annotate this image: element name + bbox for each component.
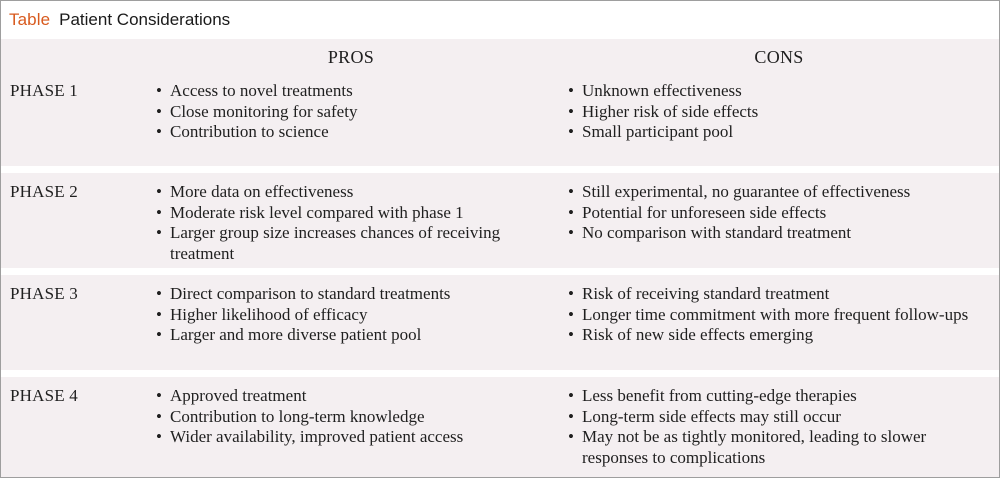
cons-item: [566, 203, 986, 224]
phase-label: PHASE 4: [10, 386, 78, 405]
table-row: [1, 173, 999, 268]
pros-item: [154, 102, 549, 123]
pros-list: [154, 182, 549, 264]
cons-list: [566, 182, 986, 244]
phase-label: PHASE 3: [10, 284, 78, 303]
bullet-icon: •: [156, 284, 162, 303]
pros-item: [154, 325, 549, 346]
cons-item-text: Risk of new side effects emerging: [582, 325, 814, 344]
table-row: [1, 72, 999, 166]
pros-item-text: Larger group size increases chances of receiving treatment: [170, 223, 501, 263]
pros-item-text: Wider availability, improved patient access: [170, 427, 464, 446]
pros-item-text: Larger and more diverse patient pool: [170, 325, 422, 344]
cons-item-text: Long-term side effects may still occur: [582, 406, 841, 426]
pros-item: [154, 305, 549, 326]
pros-item: [154, 386, 549, 407]
bullet-icon: •: [156, 304, 162, 324]
cons-item-text: Higher risk of side effects: [582, 101, 759, 121]
cons-item-text: Small participant pool: [582, 122, 734, 141]
cons-item: [566, 386, 986, 407]
pros-item: [154, 284, 549, 305]
bullet-icon: •: [568, 427, 574, 446]
bullet-icon: •: [568, 386, 574, 405]
pros-item-text: More data on effectiveness: [170, 182, 354, 201]
cons-item-text: Risk of receiving standard treatment: [582, 284, 830, 303]
bullet-icon: •: [156, 406, 162, 426]
table-title: Patient Considerations: [59, 9, 231, 29]
pros-list: [154, 284, 549, 346]
cons-item: [566, 427, 986, 468]
cons-item: [566, 223, 986, 244]
pros-item-text: Access to novel treatments: [170, 81, 353, 100]
cons-list: [566, 81, 986, 143]
pros-item: [154, 407, 549, 428]
pros-item-text: Higher likelihood of efficacy: [170, 304, 368, 324]
bullet-icon: •: [156, 223, 162, 242]
bullet-icon: •: [156, 386, 162, 405]
cons-item: [566, 81, 986, 102]
pros-item-text: Direct comparison to standard treatments: [170, 284, 451, 303]
bullet-icon: •: [156, 122, 162, 141]
bullet-icon: •: [156, 427, 162, 446]
table-title-bar: [1, 1, 999, 38]
table-row: [1, 377, 999, 478]
pros-item-text: Moderate risk level compared with phase 1: [170, 202, 464, 222]
pros-item: [154, 182, 549, 203]
bullet-icon: •: [568, 325, 574, 344]
pros-item-text: Approved treatment: [170, 386, 307, 405]
cons-item-text: Unknown effectiveness: [582, 81, 742, 100]
pros-header: PROS: [327, 47, 375, 67]
phase-label: PHASE 1: [10, 81, 78, 100]
pros-item-text: Contribution to long-term knowledge: [170, 406, 425, 426]
bullet-icon: •: [156, 202, 162, 222]
cons-item: [566, 325, 986, 346]
cons-list: [566, 386, 986, 468]
bullet-icon: •: [568, 284, 574, 303]
cons-item: [566, 122, 986, 143]
pros-list: [154, 386, 549, 448]
bullet-icon: •: [568, 101, 574, 121]
cons-item: [566, 284, 986, 305]
bullet-icon: •: [568, 182, 574, 201]
bullet-icon: •: [568, 122, 574, 141]
bullet-icon: •: [568, 202, 574, 222]
table-label: Table: [9, 9, 51, 29]
table-row: [1, 275, 999, 370]
cons-item-text: Still experimental, no guarantee of effectiveness: [582, 182, 911, 201]
bullet-icon: •: [568, 81, 574, 100]
cons-item: [566, 102, 986, 123]
cons-item-text: Less benefit from cutting-edge therapies: [582, 386, 857, 405]
bullet-icon: •: [156, 101, 162, 121]
pros-item: [154, 203, 549, 224]
cons-item-text: Longer time commitment with more frequent follow-ups: [582, 304, 969, 324]
bullet-icon: •: [568, 406, 574, 426]
table-header-row: [1, 39, 999, 72]
cons-item: [566, 407, 986, 428]
pros-item: [154, 122, 549, 143]
pros-item: [154, 427, 549, 448]
cons-item: [566, 305, 986, 326]
cons-header: CONS: [754, 47, 804, 67]
phase-label: PHASE 2: [10, 182, 78, 201]
cons-item-text: No comparison with standard treatment: [582, 223, 852, 242]
cons-list: [566, 284, 986, 346]
cons-item-text: Potential for unforeseen side effects: [582, 202, 827, 222]
pros-item: [154, 223, 549, 264]
cons-item: [566, 182, 986, 203]
cons-item-text: May not be as tightly monitored, leading to slower responses to complications: [582, 427, 927, 467]
bullet-icon: •: [156, 325, 162, 344]
pros-list: [154, 81, 549, 143]
bullet-icon: •: [156, 81, 162, 100]
pros-item: [154, 81, 549, 102]
pros-item-text: Close monitoring for safety: [170, 101, 358, 121]
bullet-icon: •: [156, 182, 162, 201]
pros-item-text: Contribution to science: [170, 122, 329, 141]
bullet-icon: •: [568, 223, 574, 242]
bullet-icon: •: [568, 304, 574, 324]
